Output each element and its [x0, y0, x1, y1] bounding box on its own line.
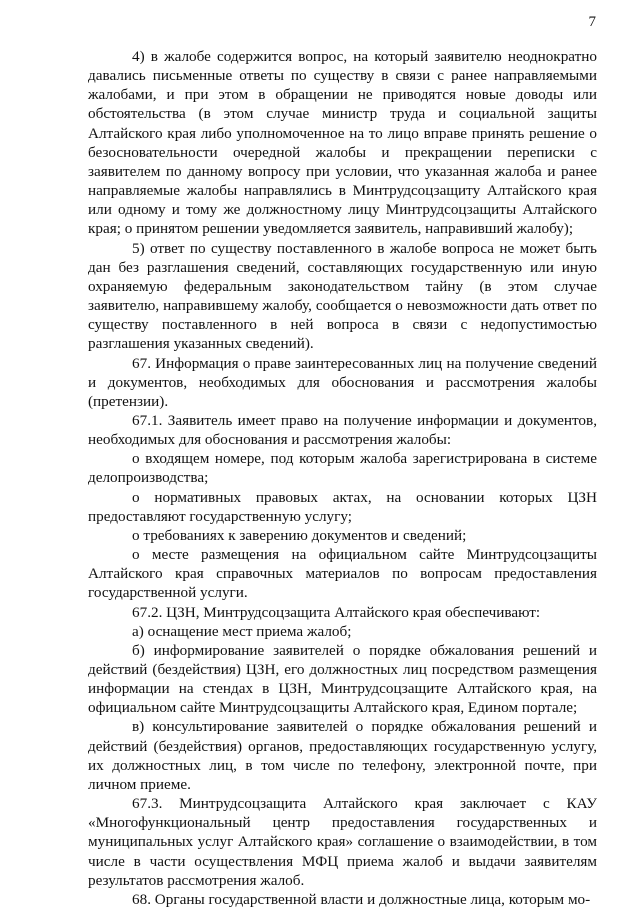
- paragraph-67-2: 67.2. ЦЗН, Минтрудсоцзащита Алтайского края обеспечивают:: [132, 603, 541, 621]
- list-item-normative-acts: о нормативных правовых актах, на основании которых ЦЗН предоставляют государственную услугу;: [88, 488, 597, 525]
- paragraph-item-5: 5) ответ по существу поставленного в жалобе вопроса не может быть дан без разглашения сведений, составляющих государственную или иную охраняемую федеральным законодательством тайну (в этом случае заявителю, направившему жалобу, сообщается о невозможности дать ответ по существу поставленного в ней вопроса в связи с недопустимостью разглашения указанных сведений).: [88, 239, 597, 353]
- list-item-c: в) консультирование заявителей о порядке обжалования решений и действий (бездействия) органов, предоставляющих государственную услугу, их должностных лиц, в том числе по телефону, электронной почте, при личном приеме.: [88, 718, 597, 793]
- paragraph-67-3: 67.3. Минтрудсоцзащита Алтайского края заключает с КАУ «Многофункциональный центр предоставления государственных и муниципальных услуг Алтайского края» соглашение о взаимодействии, в том числе в части осуществления МФЦ приема жалоб и выдачи заявителям результатов рассмотрения жалоб.: [88, 795, 597, 889]
- paragraph-item-4: 4) в жалобе содержится вопрос, на который заявителю неоднократно давались письменные ответы по существу в связи с ранее направляемыми жалобами, и при этом в обращении не приводятся новые доводы или обстоятельства (в этом случае министр труда и социальной защиты Алтайского края либо уполномоченное на то лицо вправе принять решение о безосновательности очередной жалобы и прекращении переписки с заявителем по данному вопросу при условии, что указанная жалоба и ранее направляемые жалобы направлялись в Минтрудсоцзащиту Алтайского края или одному и тому же должностному лицу Минтрудсоцзащиты Алтайского края; о принятом решении уведомляется заявитель, направивший жалобу);: [88, 48, 597, 238]
- paragraph-67-1: 67.1. Заявитель имеет право на получение информации и документов, необходимых для обоснования и рассмотрения жалобы:: [88, 411, 597, 449]
- page-number: 7: [588, 14, 596, 30]
- document-body: [88, 47, 597, 909]
- list-item-a: а) оснащение мест приема жалоб;: [132, 622, 352, 640]
- list-item-website-materials: о месте размещения на официальном сайте Минтрудсоцзащиты Алтайского края справочных материалов по вопросам предоставления государственной услуги.: [88, 546, 597, 602]
- list-item-b: б) информирование заявителей о порядке обжалования решений и действий (бездействия) ЦЗН, его должностных лиц посредством размещения информации на стендах в ЦЗН, Минтрудсоцзащите Алтайского края, на официальном сайте Минтрудсоцзащиты Алтайского края, Едином портале;: [88, 641, 597, 717]
- list-item-incoming-number: о входящем номере, под которым жалоба зарегистрирована в системе делопроизводства;: [88, 450, 597, 487]
- list-item-certification-requirements: о требованиях к заверению документов и сведений;: [132, 526, 467, 544]
- paragraph-67: 67. Информация о праве заинтересованных лиц на получение сведений и документов, необходимых для обоснования и рассмотрения жалобы (претензии).: [88, 354, 597, 410]
- paragraph-68: 68. Органы государственной власти и должностные лица, которым мо-: [132, 890, 591, 908]
